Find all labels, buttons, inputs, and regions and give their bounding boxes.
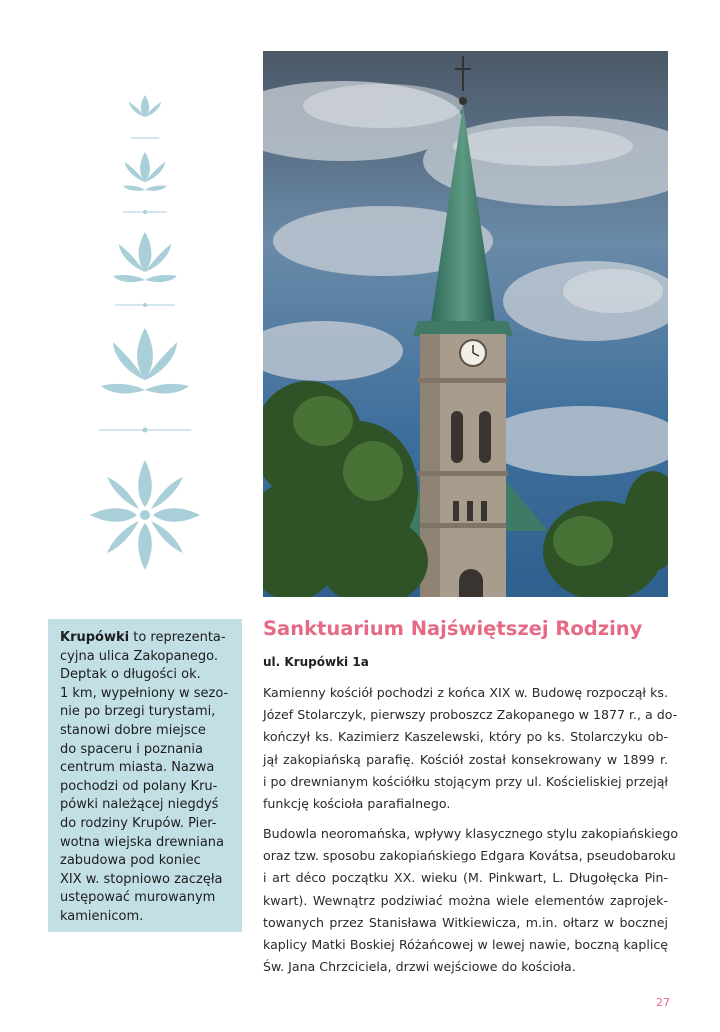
article-paragraph-2: [263, 823, 679, 978]
paragraph-line: oraz tzw. sposobu zakopiańskiego Edgara Kovátsa, pseudobaroku: [263, 848, 676, 864]
folk-ornament-icon: [85, 90, 205, 590]
paragraph-line: i po drewnianym kościółku stojącym przy ul. Kościeliskiej przejął: [263, 773, 668, 789]
article-address: ul. Krupówki 1a: [263, 655, 369, 669]
sidebar-line: XIX w. stopniowo zaczęła: [60, 871, 223, 887]
article-title: Sanktuarium Najświętszej Rodziny: [263, 617, 643, 640]
sidebar-line: do spaceru i poznania: [60, 741, 203, 757]
church-tower-photo: [263, 51, 668, 597]
paragraph-line: jął zakopiańską parafię. Kościół został konsekrowany w 1899 r.: [263, 751, 668, 767]
sidebar-line: pochodzi od polany Kru-: [60, 778, 218, 794]
paragraph-line: kończył ks. Kazimierz Kaszelewski, który po ks. Stolarczyku ob-: [263, 729, 668, 745]
paragraph-line: Józef Stolarczyk, pierwszy proboszcz Zakopanego w 1877 r., a do-: [263, 707, 678, 723]
sidebar-line: pówki należącej niegdyś: [60, 797, 219, 813]
sidebar-line: Deptak o długości ok.: [60, 667, 201, 683]
sidebar-line: kamienicom.: [60, 908, 144, 924]
paragraph-line: funkcję kościoła parafialnego.: [263, 796, 451, 812]
paragraph-line: Budowla neoromańska, wpływy klasycznego stylu zakopiańskiego: [263, 826, 679, 841]
paragraph-line: towanych przez Stanisława Witkiewicza, m.in. ołtarz w bocznej: [263, 914, 668, 930]
sidebar-line: wotna wiejska drewniana: [60, 834, 225, 850]
paragraph-line: Kamienny kościół pochodzi z końca XIX w. Budowę rozpoczął ks.: [263, 685, 668, 700]
paragraph-line: i art déco początku XX. wieku (M. Pinkwart, L. Długołęcka Pin-: [263, 870, 668, 886]
sidebar-line: stanowi dobre miejsce: [60, 722, 206, 738]
article-paragraph-1: [263, 682, 678, 815]
sidebar-line: ustępować murowanym: [60, 890, 216, 906]
sidebar-line: 1 km, wypełniony w sezo-: [60, 685, 229, 701]
sidebar-line: do rodziny Krupów. Pier-: [60, 815, 217, 831]
sidebar-line: nie po brzegi turystami,: [60, 704, 216, 720]
page-number: 27: [656, 996, 670, 1009]
paragraph-line: kwart). Wewnątrz podziwiać można wiele elementów zaprojek-: [263, 892, 668, 908]
paragraph-line: Św. Jana Chrzciciela, drzwi wejściowe do kościoła.: [263, 959, 576, 975]
sidebar-line: centrum miasta. Nazwa: [60, 760, 215, 776]
sidebar-line: Krupówki to reprezenta-: [60, 630, 226, 645]
krupowki-info-box: [48, 619, 242, 932]
sidebar-line: zabudowa pod koniec: [60, 853, 201, 869]
sidebar-lead: Krupówki: [60, 630, 130, 645]
paragraph-line: kaplicy Matki Boskiej Różańcowej w lewej nawie, boczną kaplicę: [263, 937, 668, 953]
sidebar-line: cyjna ulica Zakopanego.: [60, 648, 218, 664]
